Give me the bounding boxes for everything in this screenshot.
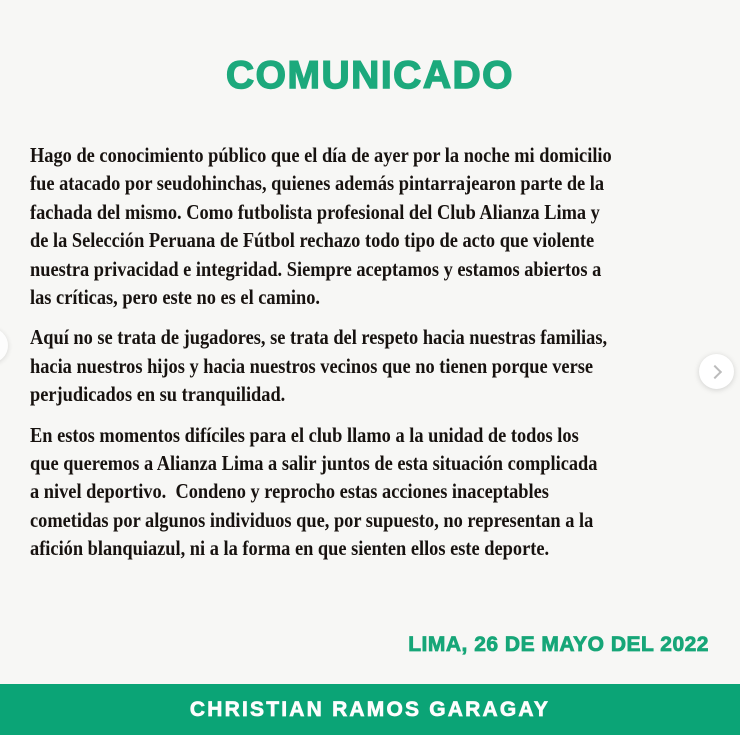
paragraph	[30, 141, 710, 311]
author-name: CHRISTIAN RAMOS GARAGAY	[189, 697, 551, 721]
body-line: afición blanquiazul, ni a la forma en que sienten ellos este deporte.	[30, 536, 550, 561]
carousel-next-button[interactable]	[699, 354, 734, 389]
body-line: Aquí no se trata de jugadores, se trata del respeto hacia nuestras familias,	[30, 325, 608, 350]
body-line: cometidas por algunos individuos que, por supuesto, no representan a la	[30, 507, 594, 532]
body-line: fachada del mismo. Como futbolista profesional del Club Alianza Lima y	[30, 199, 600, 224]
chevron-right-icon	[708, 365, 722, 379]
page-title: COMUNICADO	[226, 54, 514, 97]
carousel-prev-button[interactable]	[0, 328, 8, 363]
statement-body	[30, 141, 710, 575]
paragraph	[30, 421, 710, 563]
body-line: que queremos a Alianza Lima a salir juntos de esta situación complicada	[30, 451, 598, 476]
date-location-line: LIMA, 26 DE MAYO DEL 2022	[408, 633, 709, 656]
body-line: nuestra privacidad e integridad. Siempre aceptamos y estamos abiertos a	[30, 256, 602, 281]
footer-bar	[0, 684, 740, 735]
paragraph	[30, 323, 710, 408]
body-line: a nivel deportivo. Condeno y reprocho estas acciones inaceptables	[30, 479, 549, 504]
body-line: Hago de conocimiento público que el día de ayer por la noche mi domicilio	[30, 143, 612, 167]
body-line: las críticas, pero este no es el camino.	[30, 285, 321, 310]
body-line: perjudicados en su tranquilidad.	[30, 382, 286, 407]
body-line: de la Selección Peruana de Fútbol rechazo todo tipo de acto que violente	[30, 228, 595, 253]
body-line: En estos momentos difíciles para el club llamo a la unidad de todos los	[30, 422, 579, 447]
body-line: hacia nuestros hijos y hacia nuestros vecinos que no tienen porque verse	[30, 353, 594, 378]
body-line: fue atacado por seudohinchas, quienes además pintarrajearon parte de la	[30, 171, 605, 196]
